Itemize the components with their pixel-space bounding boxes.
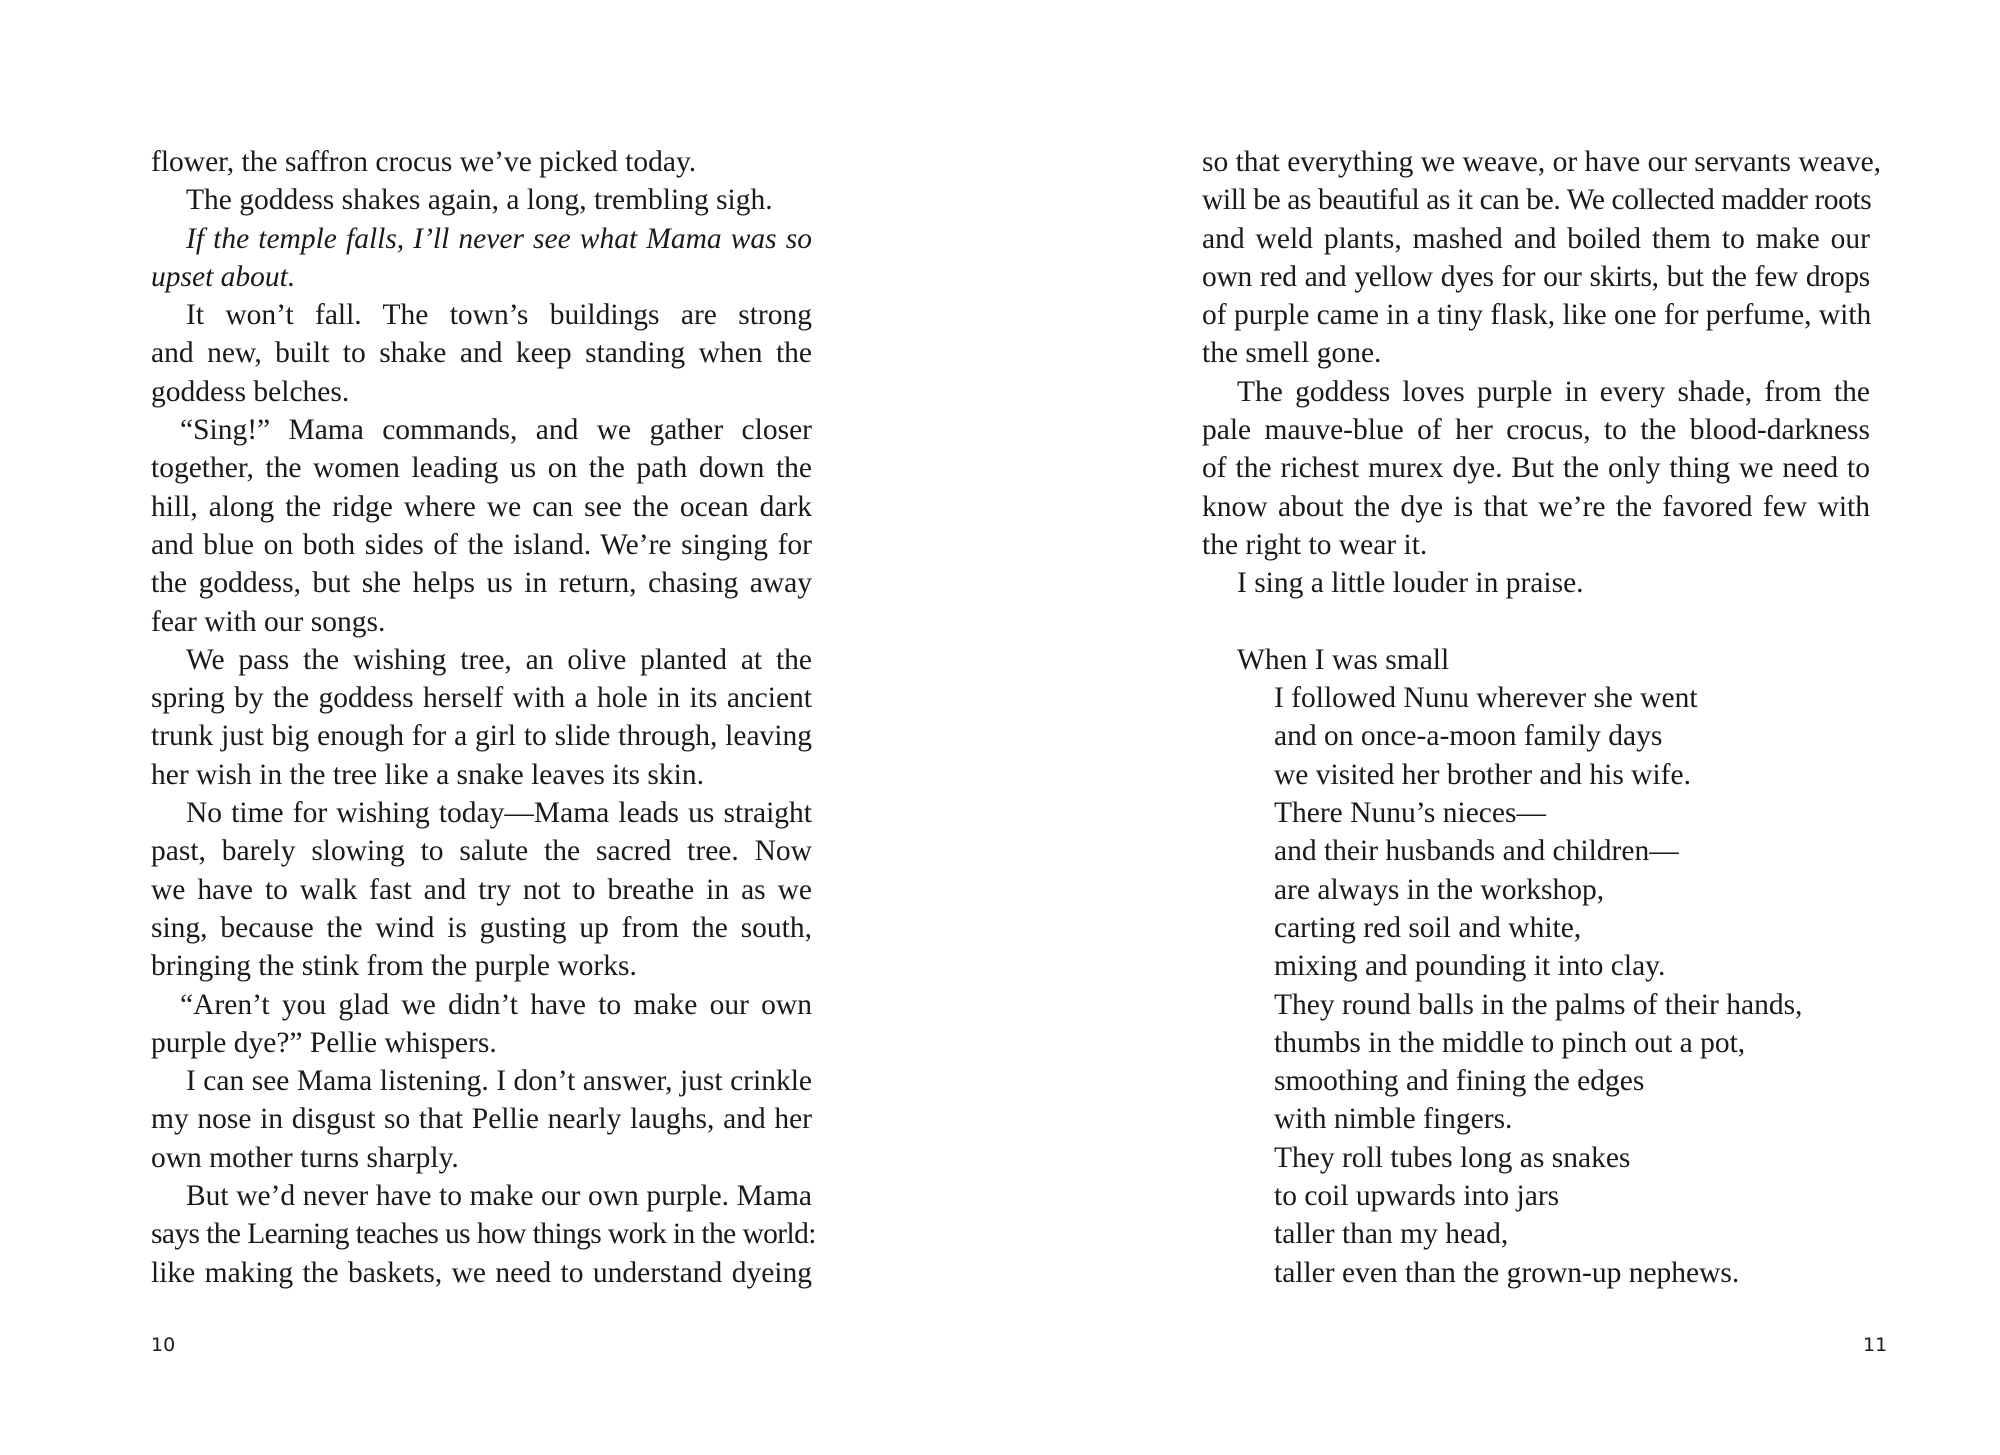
- poem-line: we visited her brother and his wife.: [1274, 758, 1691, 791]
- text-line: and new, built to shake and keep standing when the: [151, 337, 812, 370]
- text-line: No time for wishing today—Mama leads us straight: [186, 797, 812, 830]
- poem-line: with nimble fingers.: [1274, 1103, 1513, 1136]
- right-page-text: [1202, 143, 1882, 1292]
- text-line: flower, the saffron crocus we’ve picked today.: [151, 146, 697, 178]
- right-page: [1000, 0, 2000, 1455]
- text-line: her wish in the tree like a snake leaves its skin.: [151, 758, 704, 791]
- text-line: upset about.: [151, 260, 296, 293]
- text-line: purple dye?” Pellie whispers.: [151, 1026, 497, 1059]
- text-line: spring by the goddess herself with a hole in its ancient: [151, 682, 812, 715]
- text-line: own red and yellow dyes for our skirts, but the few drops: [1202, 260, 1870, 293]
- left-page-text: [151, 143, 816, 1292]
- text-line: “Sing!” Mama commands, and we gather closer: [180, 414, 812, 447]
- poem-line: mixing and pounding it into clay.: [1274, 950, 1666, 983]
- page-number: 11: [1863, 1334, 1888, 1356]
- text-line: the goddess, but she helps us in return, chasing away: [151, 567, 812, 600]
- poem-line: and on once-a-moon family days: [1274, 720, 1663, 753]
- text-line: I sing a little louder in praise.: [1237, 567, 1584, 600]
- text-line: know about the dye is that we’re the favored few with: [1202, 490, 1870, 523]
- text-line: the smell gone.: [1202, 337, 1382, 370]
- text-line: We pass the wishing tree, an olive planted at the: [186, 643, 812, 676]
- text-line: sing, because the wind is gusting up from the south,: [151, 911, 812, 944]
- poem-line: They round balls in the palms of their hands,: [1274, 988, 1803, 1021]
- poem-line: carting red soil and white,: [1274, 911, 1582, 944]
- text-line: the right to wear it.: [1202, 528, 1428, 561]
- text-line: But we’d never have to make our own purple. Mama: [186, 1180, 812, 1213]
- text-line: and blue on both sides of the island. We’re singing for: [151, 528, 812, 561]
- poem-line: to coil upwards into jars: [1274, 1180, 1560, 1213]
- poem-line: There Nunu’s nieces—: [1274, 797, 1546, 830]
- poem-line: When I was small: [1237, 643, 1450, 676]
- text-line: so that everything we weave, or have our servants weave,: [1202, 146, 1882, 178]
- poem-line: and their husbands and children—: [1274, 835, 1679, 868]
- text-line: fear with our songs.: [151, 605, 386, 638]
- poem-line: They roll tubes long as snakes: [1274, 1141, 1631, 1174]
- text-line: I can see Mama listening. I don’t answer, just crinkle: [186, 1065, 812, 1098]
- text-line: goddess belches.: [151, 375, 350, 408]
- poem-line: thumbs in the middle to pinch out a pot,: [1274, 1026, 1746, 1059]
- text-line: trunk just big enough for a girl to slide through, leaving: [151, 720, 812, 753]
- text-line: and weld plants, mashed and boiled them to make our: [1202, 222, 1870, 255]
- text-line: says the Learning teaches us how things work in the world:: [151, 1218, 816, 1251]
- text-line: together, the women leading us on the path down the: [151, 452, 812, 485]
- poem-line: taller than my head,: [1274, 1218, 1509, 1251]
- poem-line: smoothing and fining the edges: [1274, 1065, 1645, 1098]
- text-line: The goddess shakes again, a long, trembling sigh.: [186, 184, 773, 217]
- text-line: hill, along the ridge where we can see the ocean dark: [151, 490, 812, 523]
- text-line: my nose in disgust so that Pellie nearly laughs, and her: [151, 1103, 812, 1136]
- poem-line: I followed Nunu wherever she went: [1274, 682, 1698, 715]
- poem-line: are always in the workshop,: [1274, 873, 1605, 906]
- blank-line: [1202, 603, 1870, 641]
- text-line: own mother turns sharply.: [151, 1141, 459, 1174]
- text-line: will be as beautiful as it can be. We collected madder roots: [1202, 184, 1872, 217]
- text-line: of the richest murex dye. But the only thing we need to: [1202, 452, 1870, 485]
- text-line: pale mauve-blue of her crocus, to the blood-darkness: [1202, 414, 1870, 447]
- text-line: past, barely slowing to salute the sacred tree. Now: [151, 835, 812, 868]
- text-line: we have to walk fast and try not to breathe in as we: [151, 873, 812, 906]
- text-line: bringing the stink from the purple works.: [151, 950, 637, 983]
- text-line: “Aren’t you glad we didn’t have to make our own: [180, 988, 812, 1021]
- text-line: of purple came in a tiny flask, like one for perfume, with: [1202, 299, 1872, 332]
- text-line: like making the baskets, we need to understand dyeing: [151, 1256, 812, 1289]
- text-line: If the temple falls, I’ll never see what Mama was so: [186, 222, 812, 255]
- text-line: The goddess loves purple in every shade, from the: [1237, 375, 1870, 408]
- page-number: 10: [151, 1334, 176, 1356]
- text-line: It won’t fall. The town’s buildings are strong: [186, 299, 812, 332]
- poem-line: taller even than the grown-up nephews.: [1274, 1256, 1740, 1289]
